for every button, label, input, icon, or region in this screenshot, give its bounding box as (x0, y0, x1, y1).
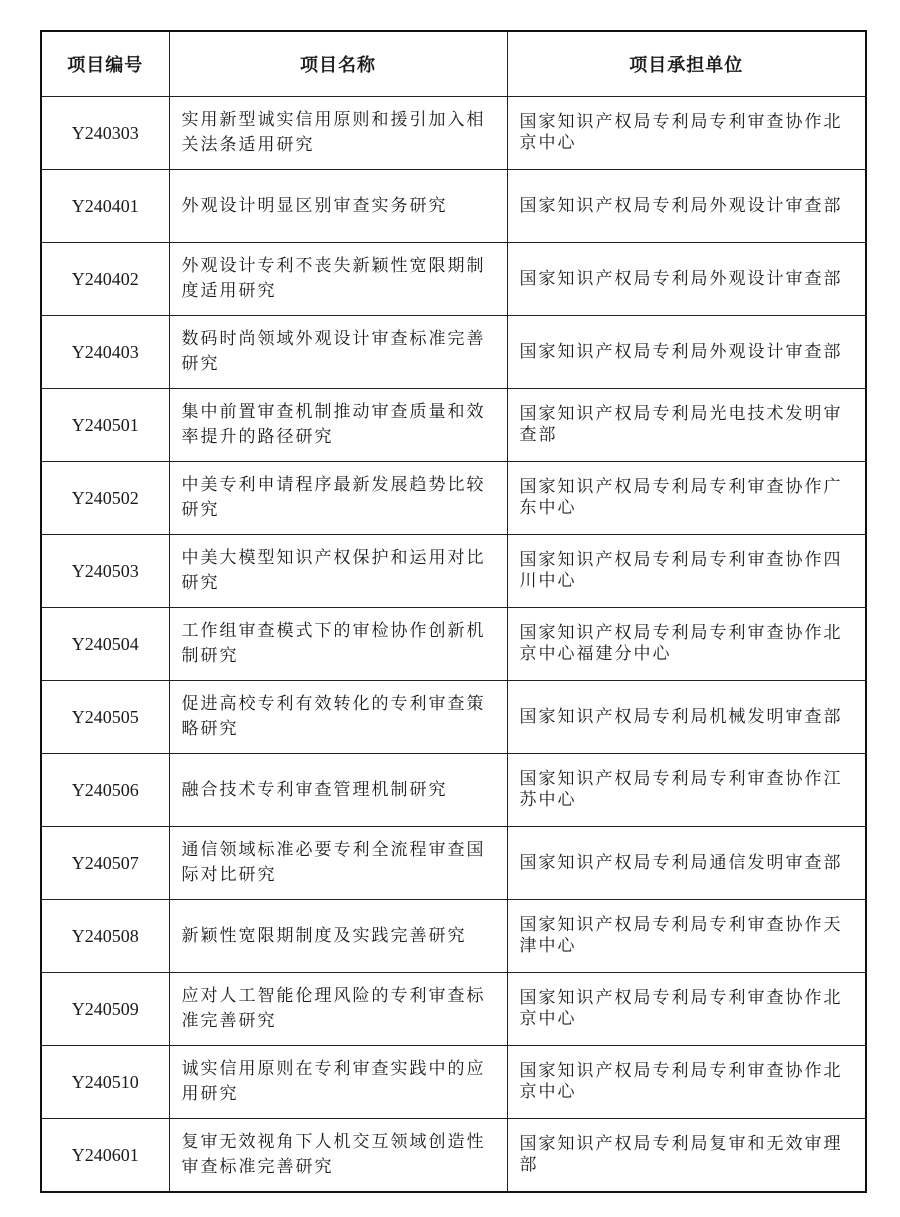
project-name: 促进高校专利有效转化的专利审查策略研究 (169, 681, 507, 754)
project-code: Y240504 (41, 608, 169, 681)
project-code: Y240501 (41, 389, 169, 462)
project-name: 工作组审查模式下的审检协作创新机制研究 (169, 608, 507, 681)
project-name: 数码时尚领域外观设计审查标准完善研究 (169, 316, 507, 389)
project-name: 复审无效视角下人机交互领域创造性审查标准完善研究 (169, 1119, 507, 1193)
project-name: 诚实信用原则在专利审查实践中的应用研究 (169, 1046, 507, 1119)
project-unit: 国家知识产权局专利局外观设计审查部 (507, 170, 866, 243)
project-unit: 国家知识产权局专利局复审和无效审理部 (507, 1119, 866, 1193)
table-row (41, 243, 866, 316)
project-code: Y240506 (41, 754, 169, 827)
project-code: Y240510 (41, 1046, 169, 1119)
table-row (41, 1046, 866, 1119)
project-unit: 国家知识产权局专利局专利审查协作天津中心 (507, 900, 866, 973)
header-project-unit: 项目承担单位 (507, 31, 866, 97)
project-name: 融合技术专利审查管理机制研究 (169, 754, 507, 827)
project-unit: 国家知识产权局专利局专利审查协作北京中心 (507, 973, 866, 1046)
project-code: Y240507 (41, 827, 169, 900)
project-name: 实用新型诚实信用原则和援引加入相关法条适用研究 (169, 97, 507, 170)
project-unit: 国家知识产权局专利局专利审查协作四川中心 (507, 535, 866, 608)
project-unit: 国家知识产权局专利局专利审查协作北京中心 (507, 97, 866, 170)
project-unit: 国家知识产权局专利局专利审查协作北京中心福建分中心 (507, 608, 866, 681)
project-name: 中美大模型知识产权保护和运用对比研究 (169, 535, 507, 608)
header-row (41, 31, 866, 97)
project-unit: 国家知识产权局专利局外观设计审查部 (507, 243, 866, 316)
project-code: Y240502 (41, 462, 169, 535)
table-row (41, 608, 866, 681)
project-name: 中美专利申请程序最新发展趋势比较研究 (169, 462, 507, 535)
header-project-code: 项目编号 (41, 31, 169, 97)
table-row (41, 170, 866, 243)
project-code: Y240508 (41, 900, 169, 973)
project-name: 应对人工智能伦理风险的专利审查标准完善研究 (169, 973, 507, 1046)
project-unit: 国家知识产权局专利局专利审查协作广东中心 (507, 462, 866, 535)
table-row (41, 97, 866, 170)
table-row (41, 827, 866, 900)
project-unit: 国家知识产权局专利局通信发明审查部 (507, 827, 866, 900)
project-name: 通信领域标准必要专利全流程审查国际对比研究 (169, 827, 507, 900)
table-row (41, 900, 866, 973)
project-code: Y240509 (41, 973, 169, 1046)
project-code: Y240402 (41, 243, 169, 316)
table-row (41, 973, 866, 1046)
project-code: Y240503 (41, 535, 169, 608)
table-row (41, 316, 866, 389)
table-row (41, 754, 866, 827)
project-unit: 国家知识产权局专利局光电技术发明审查部 (507, 389, 866, 462)
project-name: 集中前置审查机制推动审查质量和效率提升的路径研究 (169, 389, 507, 462)
project-table-page (40, 30, 865, 1193)
table-row (41, 389, 866, 462)
project-unit: 国家知识产权局专利局外观设计审查部 (507, 316, 866, 389)
table-body (41, 97, 866, 1193)
project-code: Y240401 (41, 170, 169, 243)
project-name: 新颖性宽限期制度及实践完善研究 (169, 900, 507, 973)
header-project-name: 项目名称 (169, 31, 507, 97)
project-name: 外观设计专利不丧失新颖性宽限期制度适用研究 (169, 243, 507, 316)
project-name: 外观设计明显区别审查实务研究 (169, 170, 507, 243)
table-row (41, 681, 866, 754)
project-code: Y240303 (41, 97, 169, 170)
project-code: Y240601 (41, 1119, 169, 1193)
project-code: Y240403 (41, 316, 169, 389)
project-unit: 国家知识产权局专利局专利审查协作北京中心 (507, 1046, 866, 1119)
table-row (41, 462, 866, 535)
table-header (41, 31, 866, 97)
project-code: Y240505 (41, 681, 169, 754)
project-table (40, 30, 867, 1193)
project-unit: 国家知识产权局专利局机械发明审查部 (507, 681, 866, 754)
table-row (41, 1119, 866, 1193)
project-unit: 国家知识产权局专利局专利审查协作江苏中心 (507, 754, 866, 827)
table-row (41, 535, 866, 608)
